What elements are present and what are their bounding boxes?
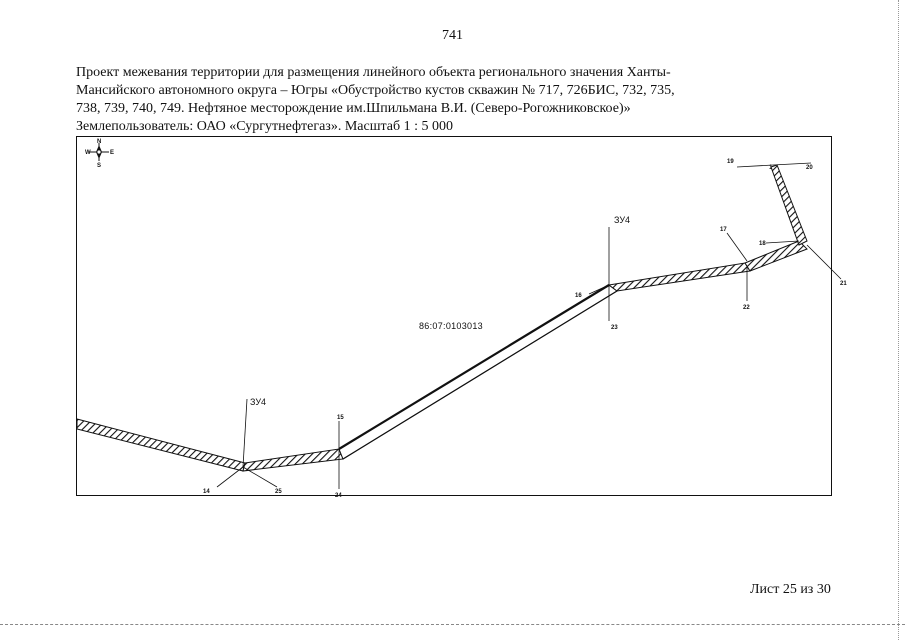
page-number: 741 xyxy=(442,28,463,43)
corridor-segment-24-16 xyxy=(339,285,617,459)
point-label-21: 21 xyxy=(840,281,847,287)
point-label-25: 25 xyxy=(275,489,282,495)
compass-south: S xyxy=(97,163,102,169)
scan-edge-right xyxy=(898,0,899,640)
point-label-22: 22 xyxy=(743,305,750,311)
corridor-segment-16-17 xyxy=(609,263,750,291)
point-label-15: 15 xyxy=(337,415,344,421)
header-line-2: Мансийского автономного округа – Югры «Обустройство кустов скважин № 717, 726БИС, 732, 735, xyxy=(76,83,675,98)
corridor-strip xyxy=(77,165,807,471)
header-line-3: 738, 739, 740, 749. Нефтяное месторождение им.Шпильмана В.И. (Северо-Рогожниковское)» xyxy=(76,101,631,116)
cadastral-number: 86:07:0103013 xyxy=(419,321,483,331)
point-label-14: 14 xyxy=(203,489,210,495)
point-label-19: 19 xyxy=(727,159,734,165)
zone-label-zu4-left: ЗУ4 xyxy=(250,397,267,407)
corridor-segment-17-18 xyxy=(745,241,807,271)
sheet-counter: Лист 25 из 30 xyxy=(750,582,831,597)
point-label-23: 23 xyxy=(611,325,618,331)
corridor-segment-west xyxy=(77,419,245,471)
compass-west: W xyxy=(85,150,91,156)
corridor-segment-north-spur xyxy=(771,165,807,245)
document-header xyxy=(76,64,776,136)
compass-rose-icon xyxy=(85,139,114,169)
map-drawing xyxy=(77,137,847,499)
point-label-16: 16 xyxy=(575,293,582,299)
header-line-4: Землепользователь: ОАО «Сургутнефтегаз». Масштаб 1 : 5 000 xyxy=(76,119,454,134)
point-label-20: 20 xyxy=(806,165,813,171)
point-label-18: 18 xyxy=(759,241,766,247)
corridor-segment-14-24 xyxy=(243,449,343,471)
compass-north: N xyxy=(97,139,102,145)
compass-east: E xyxy=(110,150,115,156)
header-line-1: Проект межевания территории для размещения линейного объекта регионального значения Ханты- xyxy=(76,65,671,80)
scan-edge-bottom xyxy=(0,624,905,625)
point-label-24: 24 xyxy=(335,493,342,499)
point-label-1: 1 xyxy=(769,165,773,171)
point-label-17: 17 xyxy=(720,227,727,233)
map-frame xyxy=(76,136,847,499)
zone-label-zu4-right: ЗУ4 xyxy=(614,215,631,225)
leader-lines xyxy=(217,163,841,489)
